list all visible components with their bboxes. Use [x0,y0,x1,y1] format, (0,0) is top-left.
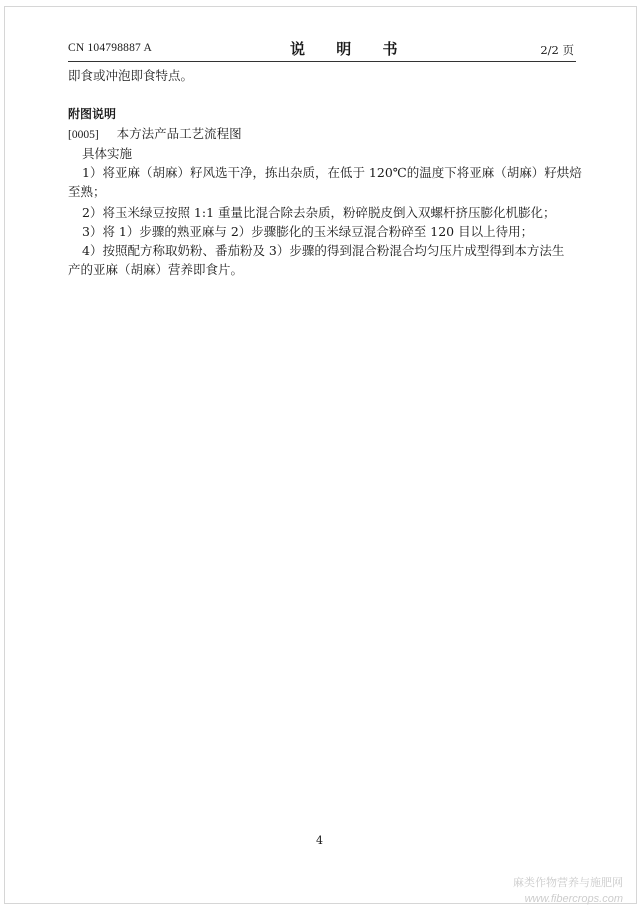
figure-description-heading: 附图说明 [68,107,117,121]
paragraph-0005 [68,124,242,145]
document-title: 说 明 书 [290,40,411,58]
watermark-url: www.fibercrops.com [524,893,623,905]
continuation-line: 即食或冲泡即食特点。 [68,68,194,83]
implementation-heading: 具体实施 [82,146,133,161]
step-3: 3）将 1）步骤的熟亚麻与 2）步骤膨化的玉米绿豆混合粉碎至 120 目以上待用； [82,224,534,239]
step-1-line-1: 1）将亚麻（胡麻）籽风选干净，拣出杂质，在低于 120℃的温度下将亚麻（胡麻）籽烘焙 [82,165,582,180]
watermark-site-name: 麻类作物营养与施肥网 [513,876,623,889]
paragraph-text: 本方法产品工艺流程图 [116,126,242,141]
step-1-line-2: 至熟； [68,184,106,199]
step-2: 2）将玉米绿豆按照 1:1 重量比混合除去杂质，粉碎脱皮倒入双螺杆挤压膨化机膨化； [82,205,556,220]
page-indicator: 2/2 页 [540,43,574,57]
publication-number: CN 104798887 A [68,42,152,54]
paragraph-number: [0005] [68,129,99,141]
step-4-line-1: 4）按照配方称取奶粉、番茄粉及 3）步骤的得到混合粉混合均匀压片成型得到本方法生 [82,243,565,258]
header-divider [68,61,576,62]
step-4-line-2: 产的亚麻（胡麻）营养即食片。 [68,262,244,277]
page-number: 4 [316,834,323,847]
